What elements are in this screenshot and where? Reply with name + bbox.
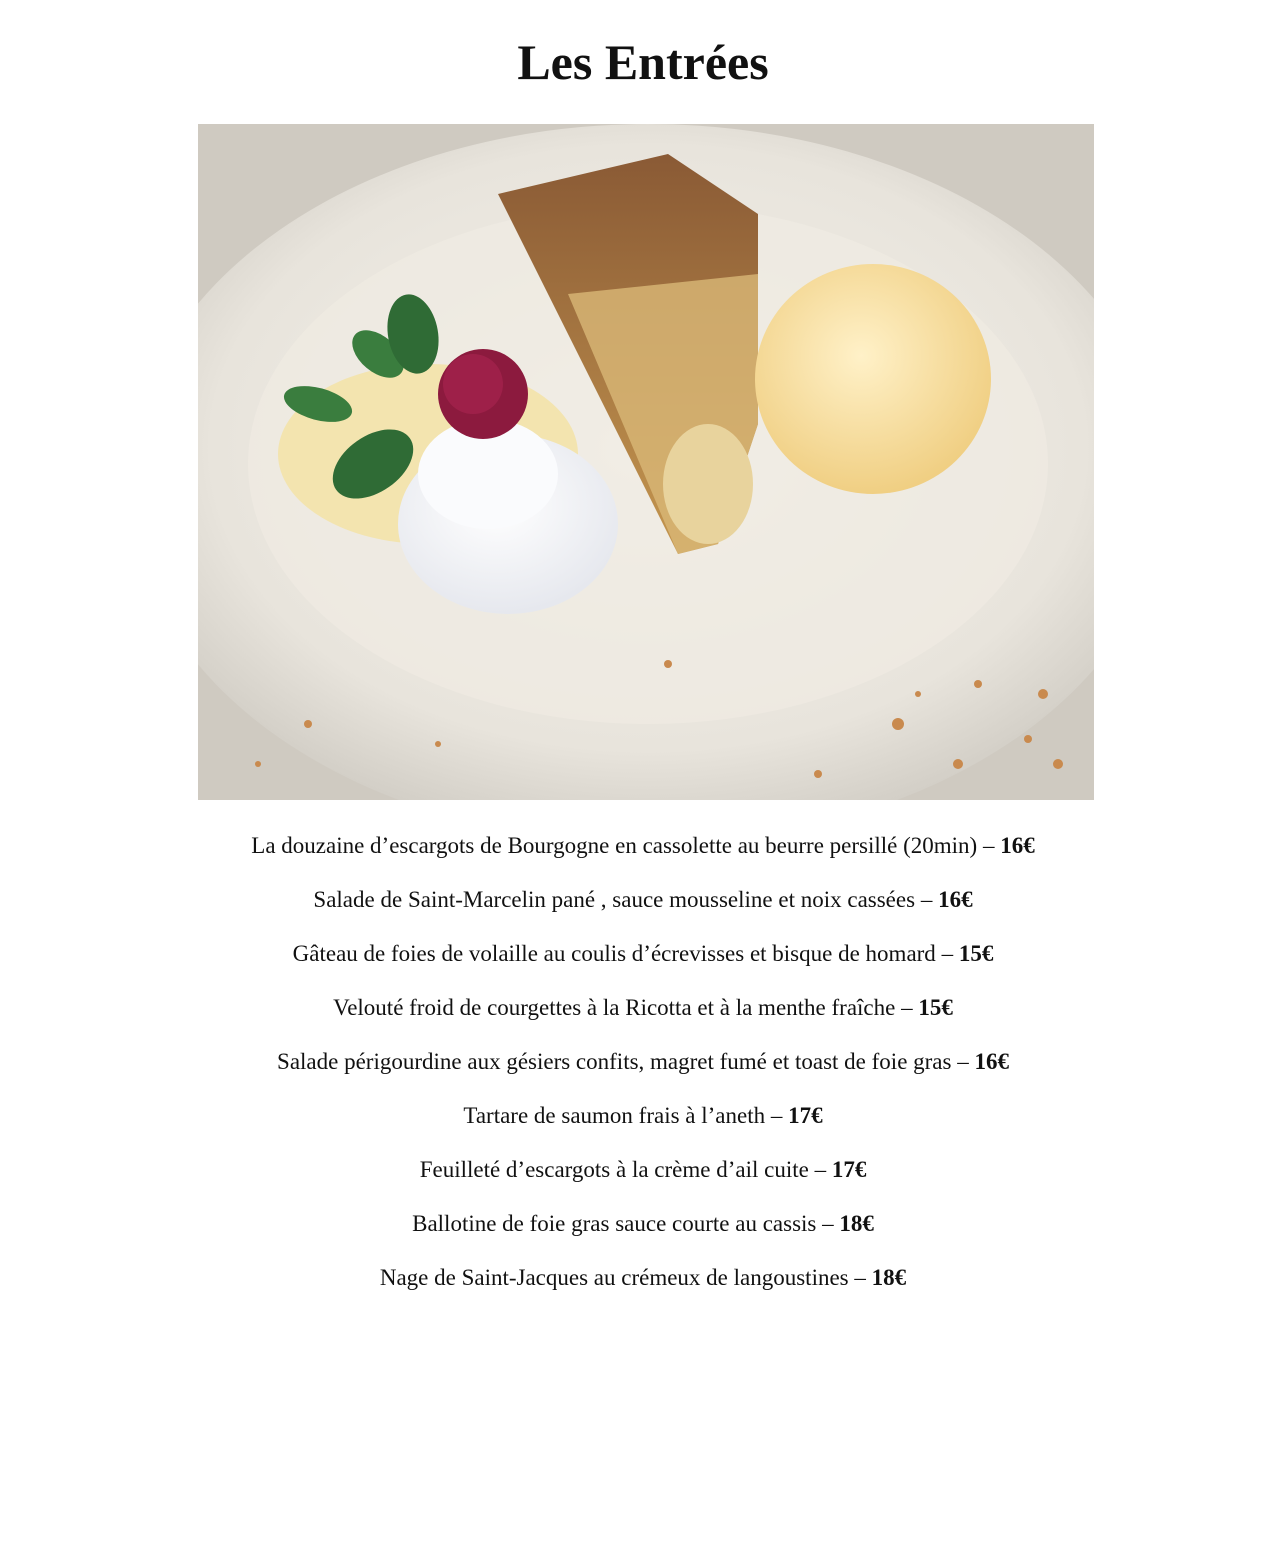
menu-item-name: Feuilleté d’escargots à la crème d’ail cuite <box>419 1157 809 1182</box>
menu-item-price: 18€ <box>839 1211 874 1236</box>
dessert-photo <box>198 124 1094 800</box>
separator: – <box>957 1049 969 1074</box>
separator: – <box>822 1211 834 1236</box>
menu-item-name: Ballotine de foie gras sauce courte au cassis <box>412 1211 817 1236</box>
page-title: Les Entrées <box>517 34 769 90</box>
menu-item <box>0 934 1286 988</box>
menu-item-price: 17€ <box>788 1103 823 1128</box>
menu-item-name: Nage de Saint-Jacques au crémeux de langoustines <box>379 1265 849 1290</box>
menu-item-price: 16€ <box>974 1049 1009 1074</box>
menu-item <box>0 1042 1286 1096</box>
menu-item-price: 18€ <box>871 1265 907 1290</box>
separator: – <box>941 941 954 966</box>
separator: – <box>920 887 933 912</box>
menu-item <box>0 988 1286 1042</box>
separator: – <box>982 833 995 858</box>
menu-item-name: La douzaine d’escargots de Bourgogne en cassolette au beurre persillé (20min) <box>251 833 978 858</box>
separator: – <box>901 995 913 1020</box>
menu-list <box>0 826 1286 1312</box>
menu-item-price: 17€ <box>831 1157 867 1182</box>
menu-item <box>0 1258 1286 1312</box>
menu-item-price: 16€ <box>938 887 973 912</box>
separator: – <box>770 1103 783 1128</box>
menu-item-name: Velouté froid de courgettes à la Ricotta et à la menthe fraîche <box>333 995 896 1020</box>
menu-item-price: 16€ <box>1000 833 1035 858</box>
menu-item <box>0 826 1286 880</box>
menu-item-name: Salade de Saint-Marcelin pané , sauce mousseline et noix cassées <box>313 887 916 912</box>
menu-item-name: Salade périgourdine aux gésiers confits, magret fumé et toast de foie gras <box>277 1049 952 1074</box>
separator: – <box>854 1265 866 1290</box>
menu-item-price: 15€ <box>918 995 953 1020</box>
menu-item <box>0 1150 1286 1204</box>
menu-item <box>0 880 1286 934</box>
menu-item-name: Tartare de saumon frais à l’aneth <box>463 1103 766 1128</box>
separator: – <box>814 1157 827 1182</box>
menu-item <box>0 1096 1286 1150</box>
menu-item <box>0 1204 1286 1258</box>
menu-item-name: Gâteau de foies de volaille au coulis d’écrevisses et bisque de homard <box>292 941 936 966</box>
menu-item-price: 15€ <box>958 941 994 966</box>
